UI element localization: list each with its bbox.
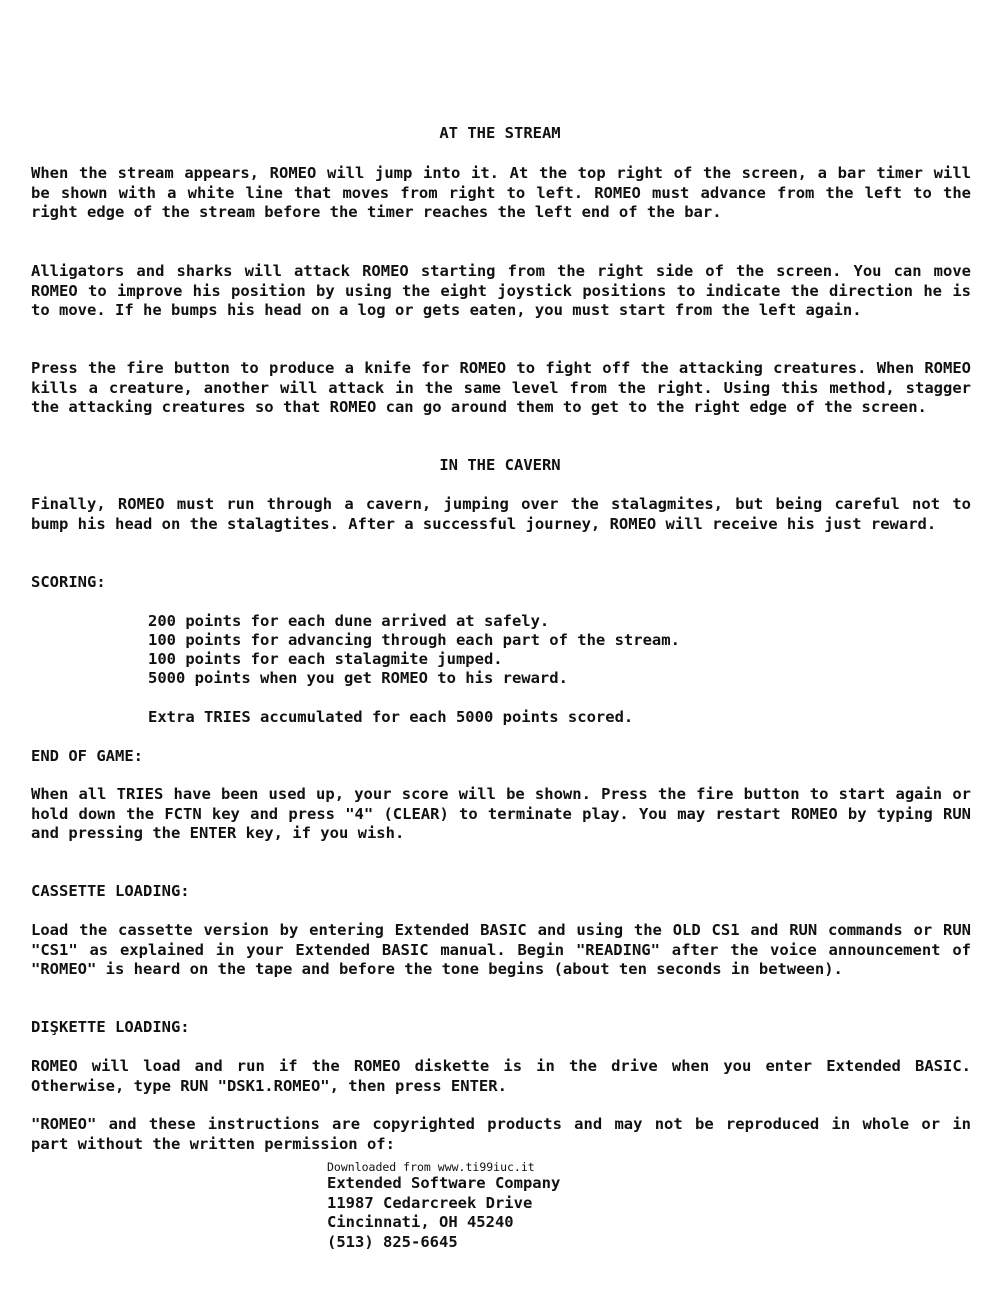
company-phone: (513) 825-6645 [327,1233,458,1251]
cavern-paragraph-1: Finally, ROMEO must run through a cavern, jumping over the stalagmites, but being careful not to bump his head on the stalagtites. After a successful journey, ROMEO will receive his just reward. [31,495,971,533]
scoring-label: SCORING: [31,573,106,591]
stream-paragraph-3: Press the fire button to produce a knife for ROMEO to fight off the attacking creatures. When ROMEO kills a creature, another will attack in the same level from the right. Using this method, stagger the attacking creatures so that ROMEO can go around them to get to the right edge of the screen. [31,359,971,416]
scoring-line: 100 points for advancing through each part of the stream. [148,631,680,649]
copyright-paragraph: "ROMEO" and these instructions are copyrighted products and may not be reproduced in whole or in part without the written permission of: [31,1115,971,1153]
section-heading-cavern: IN THE CAVERN [439,456,561,474]
scoring-line: 5000 points when you get ROMEO to his reward. [148,669,568,687]
scoring-line: 100 points for each stalagmite jumped. [148,650,503,668]
cassette-loading-paragraph: Load the cassette version by entering Extended BASIC and using the OLD CS1 and RUN commands or RUN "CS1" as explained in your Extended BASIC manual. Begin "READING" after the voice announcement of "ROMEO" is heard on the tape and before the tone begins (about ten seconds in between). [31,921,971,978]
cassette-loading-label: CASSETTE LOADING: [31,882,190,900]
end-of-game-paragraph: When all TRIES have been used up, your score will be shown. Press the fire button to start again or hold down the FCTN key and press "4" (CLEAR) to terminate play. You may restart ROMEO by typing RUN and pressing the ENTER key, if you wish. [31,785,971,842]
diskette-loading-paragraph: ROMEO will load and run if the ROMEO diskette is in the drive when you enter Extended BASIC. Otherwise, type RUN "DSK1.ROMEO", then press ENTER. [31,1057,971,1095]
diskette-loading-label: DIŞKETTE LOADING: [31,1018,190,1036]
company-street: 11987 Cedarcreek Drive [327,1194,533,1212]
stream-paragraph-1: When the stream appears, ROMEO will jump into it. At the top right of the screen, a bar timer will be shown with a white line that moves from right to left. ROMEO must advance from the left to the right edge of the stream before the timer reaches the left end of the bar. [31,164,971,221]
download-note: Downloaded from www.ti99iuc.it [327,1160,535,1174]
scoring-extra-tries: Extra TRIES accumulated for each 5000 points scored. [148,708,634,726]
stream-paragraph-2: Alligators and sharks will attack ROMEO starting from the right side of the screen. You can move ROMEO to improve his position by using the eight joystick positions to indicate the direction he is to move. If he bumps his head on a log or gets eaten, you must start from the left again. [31,262,971,319]
section-heading-stream: AT THE STREAM [439,124,561,142]
end-of-game-label: END OF GAME: [31,747,143,765]
scoring-line: 200 points for each dune arrived at safely. [148,612,550,630]
company-city: Cincinnati, OH 45240 [327,1213,514,1231]
company-name: Extended Software Company [327,1174,561,1192]
